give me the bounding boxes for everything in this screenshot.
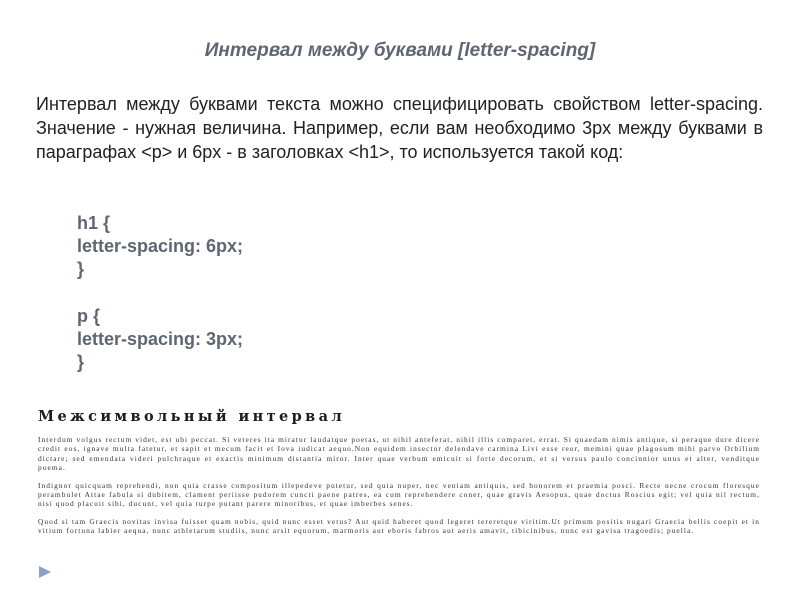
triangle-right-icon[interactable] [38, 565, 52, 579]
code-line-p-rule: letter-spacing: 3px; [77, 329, 244, 349]
code-line-h1-rule: letter-spacing: 6px; [77, 236, 244, 257]
demo-paragraph-2: Indignor quicquam reprehendi, non quia crasse compositum illepedeve putetur, sed quia nuper, nec veniam antiquis, sed honorem et praemia posci. Recte necne crocum floresque perambulet Attae fabula si dubitem, clament periisse pudorem cuncti paene patres, ea cum reprehendere coner, quae gravis Aesopus, quae doctus Roscius egit; vel quia nil rectum, nisi quod placuit sibi, ducunt, vel quia turpe putant parere minoribus, et quae imberbes senes. [38, 480, 760, 509]
code-line-h1-close: } [77, 259, 85, 280]
slide-title: Интервал между буквами [letter-spacing] [204, 40, 596, 61]
body-text: Интервал между буквами текста можно специфицировать свойством letter-spacing. Значение - нужная величина. Например, если вам необходимо 3px между буквами в параграфах <p> и 6px - в заголовках <h1>, то используется такой код: [36, 94, 763, 162]
code-block [77, 212, 243, 374]
demo-paragraph-1: Interdum volgus rectum videt, est ubi peccat. Si veteres ita miratur laudatque poetas, ut nihil anteferat, nihil illis comparet, errat. Si quaedam nimis antique, si peraque dure dicere credit eos, ignave multa fatetur, et sapit et mecum facit et Iova iudicat aequo.Non equidem insector delendave carmina Livi esse reor, memini quae plagosum mihi parvo Orbilium dictare; sed emendata videri pulchraque et exactis minimum distantia miror. Inter quae verbum emicuit si forte decorum, et si versus paulo concinnior unus et alter, venditque poema. [38, 435, 760, 473]
letter-spacing-demo [38, 408, 760, 570]
code-gap [77, 282, 243, 305]
demo-heading: Межсимвольный интервал [38, 408, 346, 425]
triangle-right-shape [39, 566, 51, 578]
demo-paragraph-3: Quod si tam Graecis novitas invisa fuisset quam nobis, quid nunc esset vetus? Aut quid haberet quod legeret tereretque viritim.Ut primum positis nugari Graecia bellis coepit et in vitium fortuna labier aequa, nunc athletarum studiis, nunc arsit equorum, marmoris aut eboris fabros aut aeris amavit, tibicinibus, nunc est gavisa tragoedis; puella. [38, 516, 760, 536]
code-line-p-open: p { [77, 305, 101, 326]
code-line-p-close: } [77, 352, 85, 373]
code-line-h1-open: h1 { [77, 213, 111, 233]
triangle-right-icon-svg [38, 565, 52, 579]
